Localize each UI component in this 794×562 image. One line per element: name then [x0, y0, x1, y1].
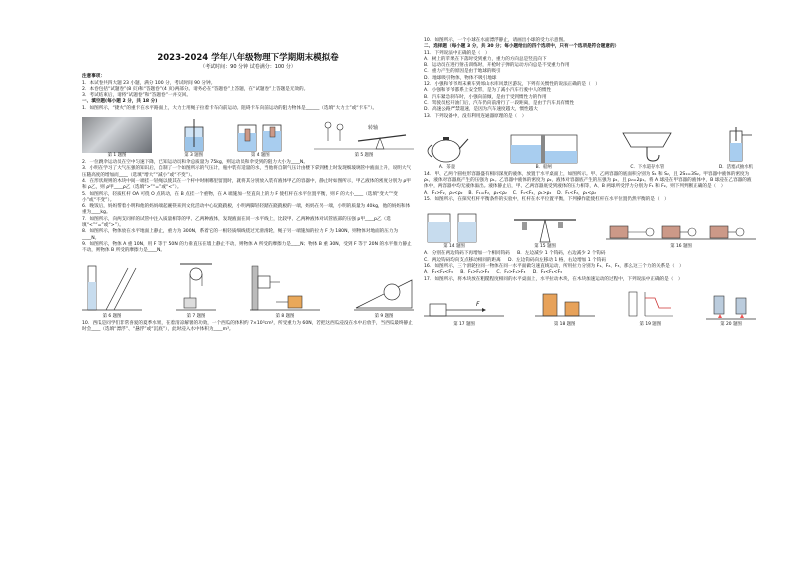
ball-in-water-diagram [354, 262, 414, 314]
pivot-label: 转轴 [367, 125, 378, 132]
option: A．分别在两边钩码下再增加一个相同钩码 [424, 251, 510, 257]
section-heading: 一、填空题(每小题 2 分，共 18 分) [82, 99, 158, 105]
stacked-blocks-diagram [535, 288, 595, 322]
notes-heading: 注意事项： [82, 74, 105, 80]
option: A．F₁>F₂，ρ₁<ρ₂ [424, 190, 463, 196]
figure-q9: 第 9 题图 [354, 262, 414, 320]
question-2: 2．一位跳伞运动员在空中匀速下降，已知运动员和伞总质量为 75kg，则运动员和伞受到的阻力大小为____N。 [82, 160, 308, 166]
figure-q6: 第 6 题图 [82, 262, 142, 320]
teapot-figure: A．茶壶 [424, 127, 470, 171]
barometer-bottle-diagram [181, 117, 207, 153]
question-8: 8．如图所示，物体放在水平地面上静止，重力为 300N，系着它的一根轻质细线绕过光滑滑轮，绳子另一端施加的拉力 F 为 180N，则物体对地面的压力为____N。 [82, 229, 399, 241]
figure-q8: 第 8 题图 [250, 262, 320, 320]
option: A．小强和爷爷都系上安全带，是为了减小汽车行驶中人的惯性 [424, 88, 552, 94]
question-1: 1．如图所示，“捷火”的重卡在水平路面上，大力士用绳子拉着卡车向前运动。阻碍卡车向前运动的阻力物体是______（选填“大力士”或“卡车”）。 [82, 105, 378, 111]
option: C．F₂>F₁>F₃ [496, 270, 526, 276]
three-pulleys-diagram [606, 208, 756, 244]
question-17: 17．如图所示，将木块放在粗糙程度相同的水平桌面上，水平拉动木块，在木块加速运动的过程中，下列说法中正确的是（ ） [424, 276, 683, 282]
figure-row-1 [82, 113, 414, 159]
figure-q14: 第 14 题图 [424, 208, 484, 250]
scale-graph-diagram [625, 288, 675, 322]
ship-lock-icon [509, 127, 579, 165]
question-7: 7．如图所示，向两支同样的试管中注入质量相等的甲、乙两种液体，发现液面在同一水平线上，比较甲、乙两种液体对试管底部的压强 p甲____p乙（选填“<”“=”或“>”）。 [82, 216, 391, 229]
figure-q19: 第 19 题图 [625, 288, 675, 328]
question-10b: 10．如图所示，一个小球在水面漂浮静止，请画出小球的受力示意图。 [424, 38, 568, 43]
figure-q5: 转轴 第 5 题图 [314, 117, 414, 159]
block-pull-diagram [424, 288, 504, 322]
option: B．F₁=F₂，ρ₁<ρ₂ [468, 190, 507, 196]
exam-title: 2023-2024 学年八年级物理下学期期末模拟卷 [157, 53, 339, 63]
figure-q7: 第 7 题图 [176, 262, 216, 320]
ship-lock-figure: B．船闸 [509, 127, 579, 171]
truck-photo [82, 117, 152, 153]
exam-meta: （考试时间：90 分钟 试卷满分：100 分） [200, 64, 296, 70]
pump-figure: D．活塞式抽水机 [716, 127, 756, 171]
option: B．运动员在进行射击训练时，开枪时子弹的运动方向总是不受重力作用 [424, 63, 570, 69]
section-heading: 二、选择题（每小题 3 分，共 30 分；每小题给出的四个选项中，只有一个选项是符合题意的） [424, 44, 620, 50]
blocks-wall-diagram [250, 262, 320, 314]
question-9: 9．如图所示，物体 A 重 10N，用 F 等于 50N 的力垂直压在墙上静止不动，则物体 A 所受的摩擦力是____N；物体 B 重 30N，受到 F 等于 20N 的水平推力静止不动，则物体 B 所受的摩擦力是____N。 [82, 241, 412, 254]
option: C．驾驶员松开油门后，汽车仍向前滑行了一段距离，是由于汽车具有惯性 [424, 100, 575, 106]
question-15: 15．如图所示，在探究杠杆平衡条件的实验中，杠杆在水平位置平衡，下列操作能使杠杆在水平位置仍然平衡的是（ ） [424, 197, 669, 203]
teapot-icon [424, 127, 470, 165]
option: A．树上的苹果在下落时受到重力，重力的方向总是竖直向下 [424, 56, 547, 62]
option: C．两边钩码均向支点移动相同的距离 [424, 257, 501, 263]
piston-pump-icon [716, 127, 756, 165]
option: D．F₁<F₂，ρ₁<ρ₂ [557, 190, 597, 196]
note-item: 2．本卷包括“试题卷”(8 页)和“答题卷”(4 页)两部分。请务必在“答题卷”上答题，在“试题卷”上答题是无效的。 [82, 86, 309, 92]
question-14: 14．甲、乙两个圆柱形容器盛有相同深度的液体，放置于水平桌面上，如图所示。甲、乙两容器的底面积分别为 S₁ 和 S₂，且 2S₁=3S₂。甲容器中液体的密度为 ρ₁，液体对容器底产生的压强为 p₁。乙容器中液体的密度为 ρ₂，液体对容器底产生的压强为 p₂，且 p₂=2p₁。将 A 球浸在甲容器的液体中，B 球浸在乙容器的液体中，两容器中均无液体溢出。液体静止后，甲、乙两容器底受到液体的压力相等，A、B 两球所受浮力分别为 F₁ 和 F₂。则下列判断正确的是（ ） [424, 171, 752, 190]
option: A．F₁<F₂<F₃ [424, 270, 453, 276]
option: D．地球吸引物体，物体不吸引地球 [424, 75, 497, 81]
question-12: 12．小强和爷爷周末乘车到郊山水库风景区游玩，下列有关惯性的说法正确的是（ ） [424, 82, 600, 88]
figure-q1: 第 1 题图 [82, 117, 152, 159]
question-16: 16．如图所示，三个滑轮拉同一物体在同一水平面做匀速直线运动，所用拉力分别为 F₁、F₂、F₃，那么这三个力的关系是（ ） [424, 263, 684, 269]
question-5: 5．如图所示，轻质杠杆 OA 可绕 O 点转动，在 B 点挂一个重物，在 A 端施加一竖直向上的力 F 使杠杆在水平位置平衡，则 F 的大小____（选填“变大”“变小”或“不变”）。 [82, 191, 398, 203]
figure-q16: 第 16 题图 [606, 208, 756, 250]
figure-q15: 第 15 题图 [510, 208, 580, 250]
option: D．F₂<F₁<F₃ [532, 270, 562, 276]
question-4: 4．在形状规则的木块中间一端挂一轻绳以使其在一个杆中时刚哪里留置时，就将其分别放入装有液体甲乙的容器中，静止时如图所示，甲乙液体的密度分别为 ρ甲 和 ρ乙，则 ρ甲____ρ乙（选填“>”“=”或“<”）。 [82, 178, 411, 191]
figure-q17: F 第 17 题图 [424, 288, 504, 328]
right-column [424, 38, 756, 329]
option: C．重力产生的原因是由于地球的吸引 [424, 69, 501, 75]
option: C．F₁<F₂，ρ₁>ρ₂ [512, 190, 552, 196]
inclined-tubes-diagram [82, 262, 142, 314]
figure-row-q13 [424, 121, 756, 171]
figure-q18: 第 18 题图 [535, 288, 595, 328]
figure-row-q17-20 [424, 284, 756, 328]
sink-figure: C．下水道存水管 [617, 127, 677, 171]
heating-flask-diagram [706, 288, 756, 322]
sink-drain-icon [617, 127, 677, 165]
two-containers-diagram [424, 208, 484, 244]
option: D．高速公路严禁超速，是因为汽车速度越大，惯性越大 [424, 107, 538, 113]
question-10: 10．西瓜是同学们非常喜爱的夏季水果，在着清凉解暑的功效，一个西瓜的体积约 7×10³cm³，所受重力为 60N，若把这西瓜浸没在水中后放手，当西瓜最终静止时会____（选填“漂浮”、“悬浮”或“沉底”），此时浸入水中体积为____m³。 [82, 320, 413, 332]
note-item: 3．考试结束后，请将“试题卷”和“答题卷”一并交回。 [82, 93, 191, 99]
lever-people-diagram [314, 117, 414, 153]
figure-q4: 第 4 题图 [235, 117, 285, 159]
option: B．汽车紧急刹车时，小强向前倾，是由于受到惯性力的作用 [424, 94, 547, 100]
figure-row-q14-16 [424, 204, 756, 250]
question-11: 11．下列说法中正确的是（ ） [424, 50, 490, 56]
figure-row-2 [82, 256, 414, 320]
question-3: 3．小明在学习了大气压强的知识后，自制了一个如图所示的气压计，瓶中装有适量的水，当他将自制气压计由楼下拿到楼上时发现细玻璃管中液面上升，说明大气压随高度的增加而____（选填“增大”“减小”或“不变”）。 [82, 166, 412, 178]
question-13: 13．下列设备中，没有利用连通器原理的是（ ） [424, 113, 527, 119]
pulley-diagram [176, 262, 216, 314]
option: B．F₁>F₂>F₃ [460, 270, 490, 276]
note-item: 1．本试卷共四大题 23 小题，满分 100 分，考试时间 90 分钟。 [82, 80, 216, 86]
left-column [82, 0, 414, 333]
option: D．左边钩码向左移动 1 格，右边增加 1 个钩码 [508, 257, 606, 263]
question-6: 6．晚饭后，妈妈帮着小明和他的妈妈端起碗筷来到文化活动中心玩跷跷板，小明两脚轻轻踏在跷跷板的一端，妈妈在另一端，小明的质量为 40kg，他的妈妈和体重为____kg。 [82, 204, 411, 216]
lever-balance-diagram [510, 208, 580, 244]
beakers-diagram [235, 117, 285, 153]
figure-q3: 第 3 题图 [181, 117, 207, 159]
figure-q20: 第 20 题图 [706, 288, 756, 328]
option: B．左边减少 1 个钩码，右边减少 2 个钩码 [517, 251, 606, 257]
force-label: F [476, 300, 480, 308]
